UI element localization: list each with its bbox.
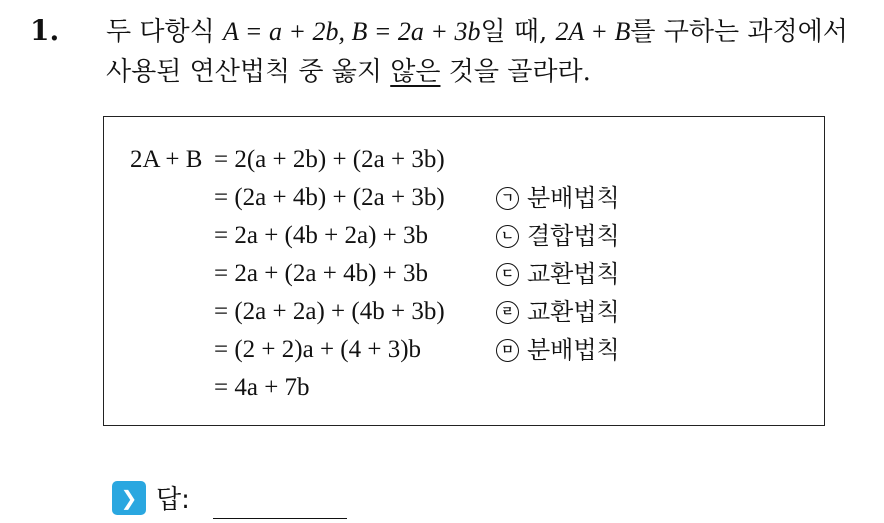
step-expression: = (2a + 2a) + (4b + 3b) [214,298,445,325]
step-marker: ㄷ [496,263,519,286]
step-law [496,255,620,293]
law-label: 결합법칙 [527,222,620,250]
step-marker: ㄹ [496,301,519,324]
step-expression: = 4a + 7b [214,374,310,401]
law-label: 분배법칙 [527,184,620,212]
question-line-1 [106,12,866,52]
step-expression: = (2a + 4b) + (2a + 3b) [214,184,445,211]
step-marker: ㄱ [496,187,519,210]
question-text [106,12,866,92]
chevron-right-icon: ❯ [112,481,146,515]
question-text-part: 일 때, [480,17,556,47]
answer-blank[interactable] [213,518,347,519]
question-text-part: 두 다항식 [106,17,223,47]
question-text-part: 사용된 연산법칙 중 옳지 [106,57,391,87]
solution-box [103,116,825,426]
step-expression: = 2a + (4b + 2a) + 3b [214,222,428,249]
question-math: A = a + 2b, B = 2a + 3b [223,17,481,46]
answer-label: 답: [156,485,190,515]
question-line-2 [106,52,866,92]
step-law [496,179,620,217]
step-law [496,293,620,331]
question-number: 1. [30,14,60,47]
step-law [496,331,620,369]
law-label: 분배법칙 [527,336,620,364]
law-label: 교환법칙 [527,260,620,288]
answer-area [112,479,190,516]
step-marker: ㄴ [496,225,519,248]
step-law [496,217,620,255]
law-label: 교환법칙 [527,298,620,326]
step-lhs: 2A + B [130,146,203,173]
question-emphasis: 않은 [390,57,441,87]
step-expression: = 2(a + 2b) + (2a + 3b) [214,146,445,173]
step-expression: = 2a + (2a + 4b) + 3b [214,260,428,287]
question-math: 2A + B [555,17,631,46]
step-expression: = (2 + 2)a + (4 + 3)b [214,336,422,363]
question-text-part: 것을 골라라. [440,57,591,87]
step-marker: ㅁ [496,339,519,362]
question-text-part: 를 구하는 과정에서 [630,17,848,47]
